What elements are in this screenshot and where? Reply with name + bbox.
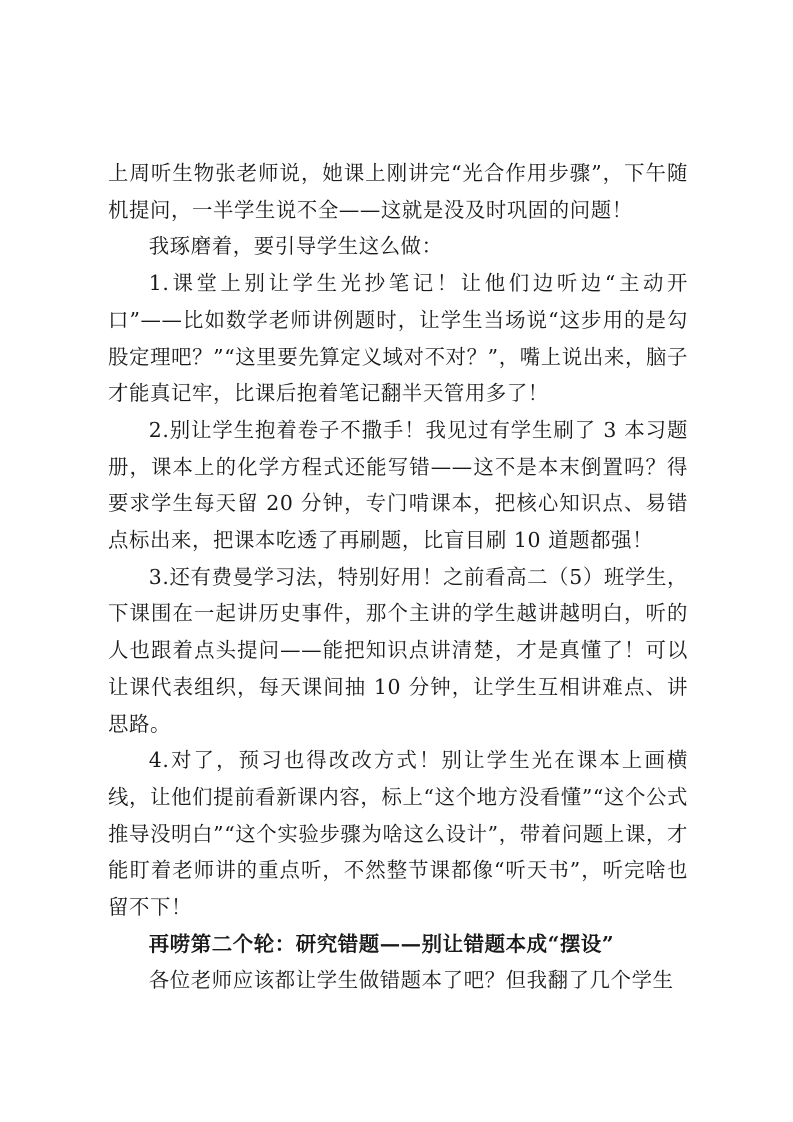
paragraph-point-3: 3.还有费曼学习法，特别好用！之前看高二（5）班学生，下课围在一起讲历史事件，那个主讲的学生越讲越明白，听的人也跟着点头提问——能把知识点讲清楚，才是真懂了！可以让课代表组织，每天课间抽 10 分钟，让学生互相讲难点、讲思路。 [108,564,688,736]
document-body [108,155,688,999]
paragraph-intro: 上周听生物张老师说，她课上刚讲完“光合作用步骤”，下午随机提问，一半学生说不全——这就是没及时巩固的问题！ [108,161,688,222]
paragraph-section-intro: 各位老师应该都让学生做错题本了吧？但我翻了几个学生 [148,968,674,993]
paragraph-transition: 我琢磨着，要引导学生这么做： [148,234,443,259]
paragraph-point-2: 2.别让学生抱着卷子不撒手！我见过有学生刷了 3 本习题册，课本上的化学方程式还能写错——这不是本末倒置吗？得要求学生每天留 20 分钟，专门啃课本，把核心知识点、易错点标出来，把课本吃透了再刷题，比盲目刷 10 道题都强！ [108,417,688,553]
paragraph-point-1: 1.课堂上别让学生光抄笔记！让他们边听边“主动开口”——比如数学老师讲例题时，让学生当场说“这步用的是勾股定理吧？”“这里要先算定义域对不对？”，嘴上说出来，脑子才能真记牢，比课后抱着笔记翻半天管用多了！ [108,271,688,406]
section-heading: 再唠第二个轮：研究错题——别让错题本成“摆设” [148,931,615,956]
paragraph-point-4: 4.对了，预习也得改改方式！别让学生光在课本上画横线，让他们提前看新课内容，标上“这个地方没看懂”“这个公式推导没明白”“这个实验步骤为啥这么设计”，带着问题上课，才能盯着老师讲的重点听，不然整节课都像“听天书”，听完啥也留不下！ [108,748,688,920]
